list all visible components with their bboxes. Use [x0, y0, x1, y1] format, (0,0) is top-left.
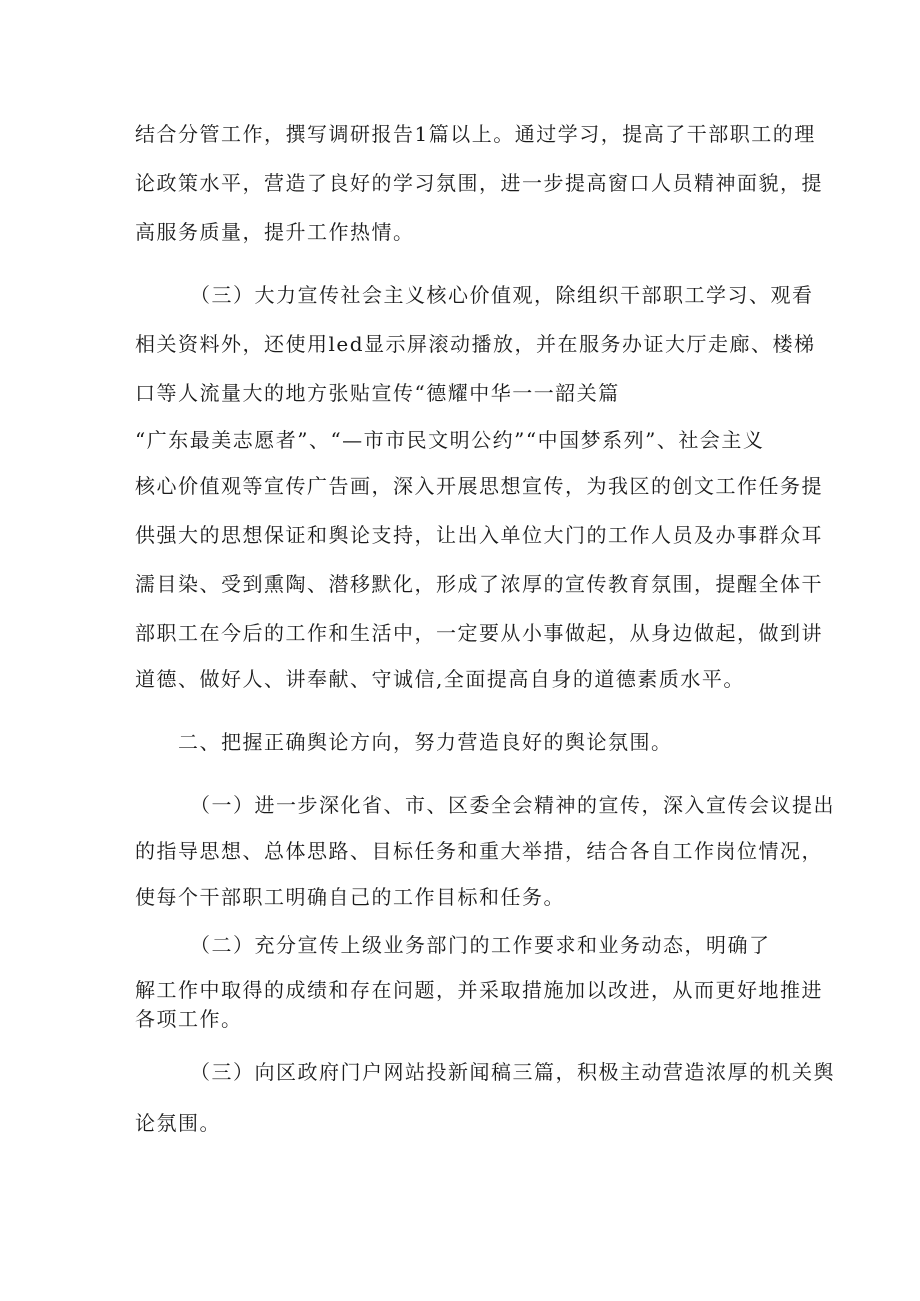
paragraph-line: 各项工作。	[135, 1007, 243, 1031]
paragraph-line: （二）充分宣传上级业务部门的工作要求和业务动态，明确了	[190, 933, 771, 957]
paragraph-line: 核心价值观等宣传广告画，深入开展思想宣传，为我区的创文工作任务提	[135, 474, 823, 498]
paragraph-line: （三）大力宣传社会主义核心价值观，除组织干部职工学习、观看	[190, 283, 814, 307]
paragraph-line: 使每个干部职工明确自己的工作目标和任务。	[135, 885, 565, 909]
paragraph-line: 供强大的思想保证和舆论支持，让出入单位大门的工作人员及办事群众耳	[135, 523, 823, 547]
paragraph-line: 的指导思想、总体思路、目标任务和重大举措，结合各自工作岗位情况，	[135, 839, 823, 863]
paragraph-line: 濡目染、受到熏陶、潜移默化，形成了浓厚的宣传教育氛围，提醒全体干	[135, 572, 823, 596]
section-heading: 二、把握正确舆论方向，努力营造良好的舆论氛围。	[178, 730, 673, 754]
paragraph-line: （三）向区政府门户网站投新闻稿三篇，积极主动营造浓厚的机关舆	[190, 1060, 835, 1084]
paragraph-line: 论政策水平，营造了良好的学习氛围，进一步提高窗口人员精神面貌，提	[135, 171, 823, 195]
paragraph-line: 结合分管工作，撰写调研报告1篇以上。通过学习，提高了干部职工的理	[135, 122, 816, 146]
paragraph-line: 高服务质量，提升工作热情。	[135, 220, 415, 244]
paragraph-line: 相关资料外，还使用led显示屏滚动播放，并在服务办证大厅走廊、楼梯	[135, 332, 816, 356]
paragraph-line: 部职工在今后的工作和生活中，一定要从小事做起，从身边做起，做到讲	[135, 621, 823, 645]
paragraph-line: 论氛围。	[135, 1111, 221, 1135]
paragraph-line: “广东最美志愿者”、“—市市民文明公约”“中国梦系列”、社会主义	[135, 428, 765, 452]
paragraph-line: （一）进一步深化省、市、区委全会精神的宣传，深入宣传会议提出	[190, 793, 835, 817]
paragraph-line: 解工作中取得的成绩和存在问题，并采取措施加以改进，从而更好地推进	[135, 978, 823, 1002]
paragraph-line: 道德、做好人、讲奉献、守诚信,全面提高自身的道德素质水平。	[135, 667, 745, 691]
paragraph-line: 口等人流量大的地方张贴宣传“德耀中华一一韶关篇	[135, 381, 620, 405]
